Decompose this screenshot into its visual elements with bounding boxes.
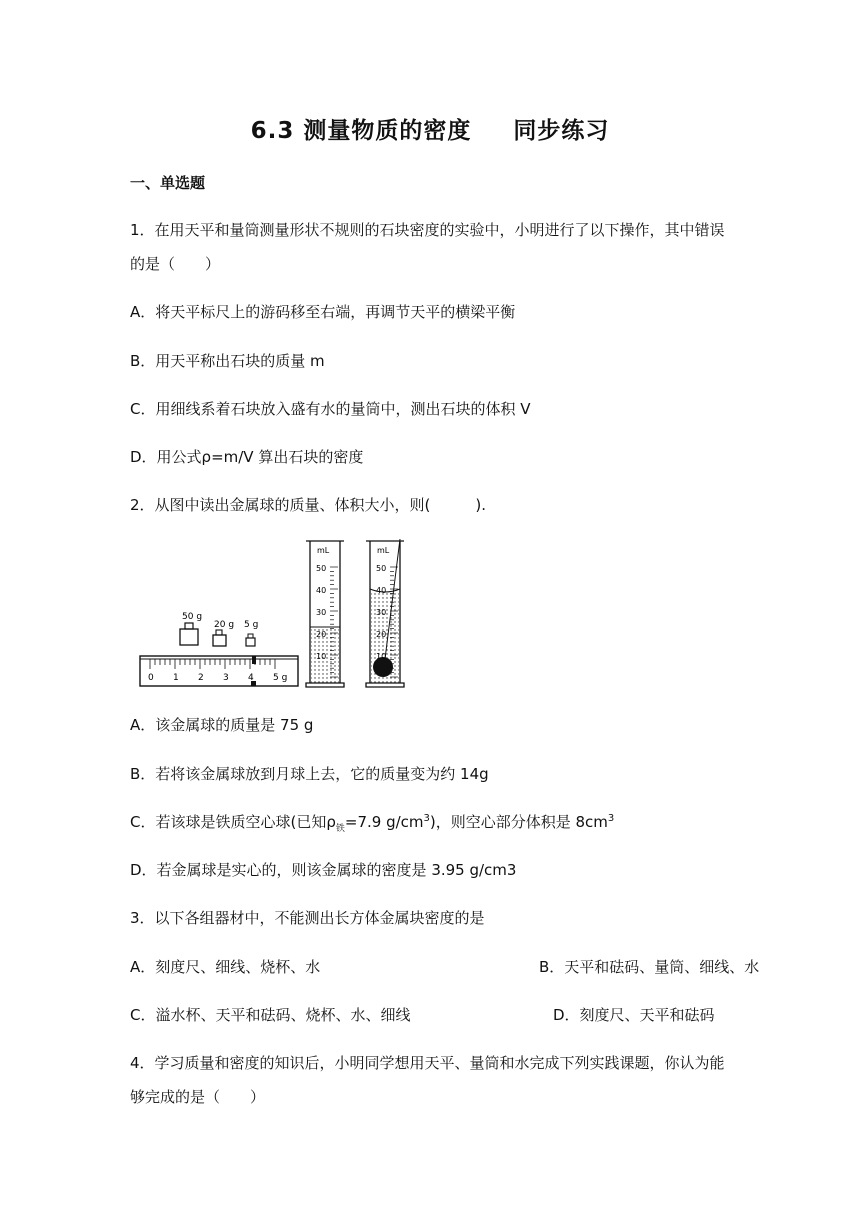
page-title	[0, 112, 860, 145]
q4-stem-line1: 4．学习质量和密度的知识后，小明同学想用天平、量筒和水完成下列实践课题，你认为能	[130, 1054, 725, 1072]
cylinder1-tick-20: 20	[316, 630, 327, 639]
cylinder1-unit: mL	[317, 546, 330, 555]
cylinder2-tick-40: 40	[376, 586, 387, 595]
title-main: 6.3 测量物质的密度	[250, 118, 472, 144]
tare-scale	[140, 656, 298, 686]
q3-option-a: A．刻度尺、细线、烧杯、水	[130, 958, 321, 976]
cylinder2-tick-50: 50	[376, 564, 387, 573]
weight-20g-label: 20 g	[214, 620, 235, 630]
q3-option-c: C．溢水杯、天平和砝码、烧杯、水、细线	[130, 1006, 411, 1024]
section-heading: 一、单选题	[130, 174, 206, 192]
q1-stem-line1: 1．在用天平和量筒测量形状不规则的石块密度的实验中，小明进行了以下操作，其中错误	[130, 221, 725, 239]
q2-option-d: D．若金属球是实心的，则该金属球的密度是 3.95 g/cm3	[130, 861, 517, 879]
title-sub: 同步练习	[513, 118, 610, 144]
cylinder2-tick-10: 10	[376, 652, 387, 661]
balance-and-cylinder-figure	[138, 537, 408, 692]
cylinder1-tick-40: 40	[316, 586, 327, 595]
weight-20g	[213, 620, 234, 646]
q3-stem: 3．以下各组器材中，不能测出长方体金属块密度的是	[130, 909, 485, 927]
weight-50g	[180, 612, 202, 645]
scale-label-1: 1	[173, 673, 179, 683]
q2-option-a: A．该金属球的质量是 75 g	[130, 716, 314, 734]
scale-label-3: 3	[223, 673, 229, 683]
weight-5g	[244, 620, 258, 646]
q1-stem-line2: 的是（ ）	[130, 255, 221, 273]
q2-option-b: B．若将该金属球放到月球上去，它的质量变为约 14g	[130, 765, 489, 783]
q1-option-c: C．用细线系着石块放入盛有水的量筒中，测出石块的体积 V	[130, 400, 531, 418]
cylinder2-tick-30: 30	[376, 608, 387, 617]
cylinder-with-ball	[366, 539, 404, 687]
q1-option-a: A．将天平标尺上的游码移至右端，再调节天平的横梁平衡	[130, 303, 516, 321]
weight-5g-label: 5 g	[244, 620, 259, 630]
q2-stem: 2．从图中读出金属球的质量、体积大小，则( ).	[130, 496, 487, 514]
q2-option-c: C．若该球是铁质空心球(已知$\rho_铁=7.9$ $g/cm^3$)，则空心部分体积是 $8cm^3$	[130, 813, 615, 834]
scale-label-2: 2	[198, 673, 204, 683]
cylinder1-tick-50: 50	[316, 564, 327, 573]
cylinder2-unit: mL	[377, 546, 390, 555]
cylinder-water	[306, 541, 344, 687]
q1-option-b: B．用天平称出石块的质量 m	[130, 352, 325, 370]
q1-option-d: D．用公式ρ=m/V 算出石块的密度	[130, 448, 364, 466]
scale-label-0: 0	[148, 673, 154, 683]
cylinder1-tick-10: 10	[316, 652, 327, 661]
scale-label-4: 4	[248, 673, 254, 683]
q4-stem-line2: 够完成的是（ ）	[130, 1088, 266, 1106]
cylinder2-tick-20: 20	[376, 630, 387, 639]
cylinder1-tick-30: 30	[316, 608, 327, 617]
q3-option-d: D．刻度尺、天平和砝码	[553, 1006, 715, 1024]
weight-50g-label: 50 g	[182, 612, 203, 622]
scale-label-5: 5 g	[273, 673, 288, 683]
q3-option-b: B．天平和砝码、量筒、细线、水	[539, 958, 760, 976]
